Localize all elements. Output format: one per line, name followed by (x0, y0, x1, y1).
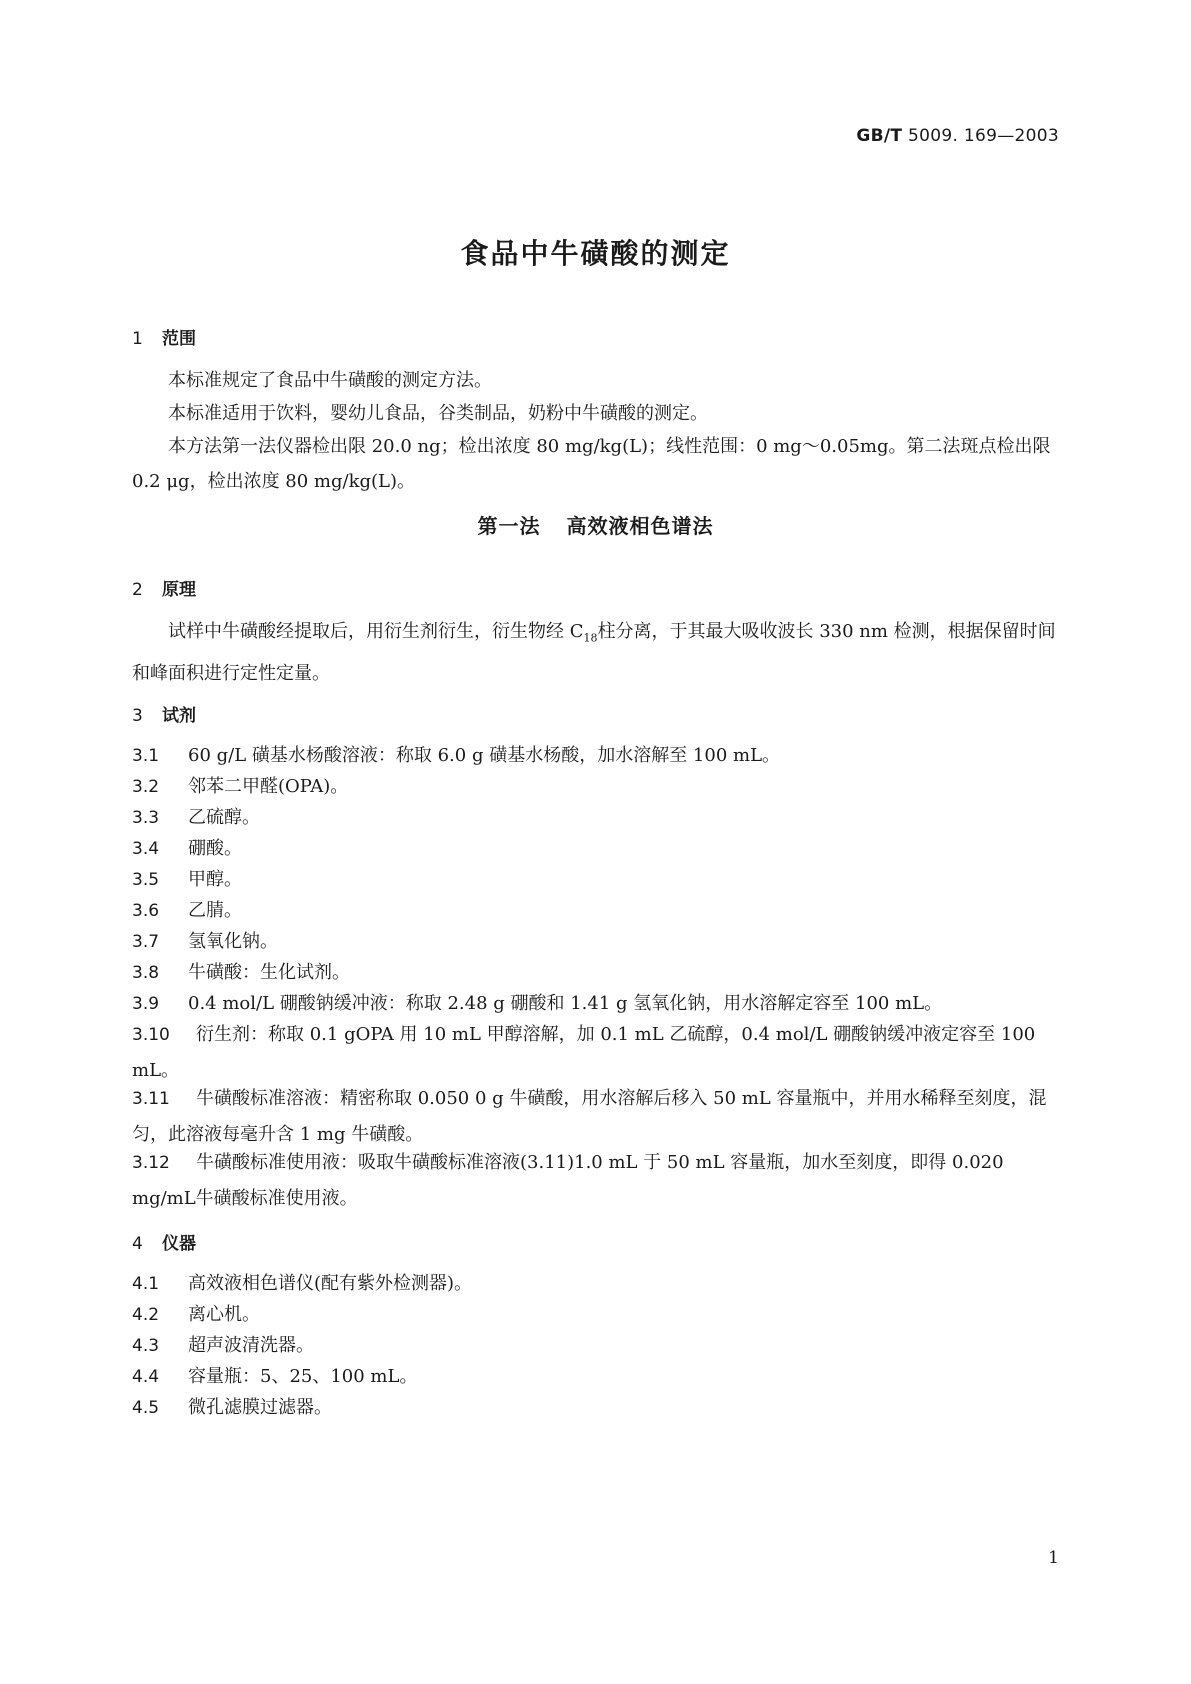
item-number: 3.9 (132, 994, 160, 1014)
item-number: 3.8 (132, 963, 160, 983)
method-name: 高效液相色谱法 (566, 514, 714, 538)
item-number: 4.3 (132, 1336, 160, 1356)
section-4-heading (132, 1229, 196, 1254)
item-number: 3.1 (132, 746, 160, 766)
standard-code (856, 126, 1059, 146)
item-number: 4.4 (132, 1367, 160, 1387)
item-number: 3.12 (132, 1153, 170, 1173)
item-number: 3.2 (132, 777, 160, 797)
reagent-item (132, 1081, 1062, 1152)
scope-paragraph-1: 本标准规定了食品中牛磺酸的测定方法。 (168, 370, 492, 391)
principle-text-1: 试样中牛磺酸经提取后，用衍生剂衍生，衍生物经 C (168, 621, 584, 642)
item-text: 0.4 mol/L 硼酸钠缓冲液：称取 2.48 g 硼酸和 1.41 g 氢氧化钠，用水溶解定容至 100 mL。 (188, 993, 943, 1014)
section-1-heading (132, 324, 196, 349)
reagent-item (132, 1017, 1062, 1088)
scope-paragraph-3: 本方法第一法仪器检出限 20.0 ng；检出浓度 80 mg/kg(L)；线性范围：0 mg～0.05mg。第二法斑点检出限 0.2 μg，检出浓度 80 mg/kg(L)。 (132, 436, 1051, 492)
principle-paragraph (132, 614, 1062, 691)
section-number: 2 (132, 580, 143, 600)
item-number: 3.10 (132, 1025, 170, 1045)
item-number: 3.5 (132, 870, 160, 890)
section-2-heading (132, 575, 196, 600)
item-text: 甲醇。 (188, 869, 242, 890)
item-text: 衍生剂：称取 0.1 gOPA 用 10 mL 甲醇溶解，加 0.1 mL 乙硫醇，0.4 mol/L 硼酸钠缓冲液定容至 100 mL。 (132, 1024, 1036, 1081)
page-number: 1 (1048, 1548, 1059, 1568)
section-title: 仪器 (162, 1234, 196, 1254)
item-text: 乙硫醇。 (188, 807, 260, 828)
standard-number: 5009. 169—2003 (902, 126, 1059, 146)
document-title: 食品中牛磺酸的测定 (460, 237, 731, 270)
item-text: 60 g/L 磺基水杨酸溶液：称取 6.0 g 磺基水杨酸，加水溶解至 100 mL。 (188, 745, 781, 766)
item-text: 氢氧化钠。 (188, 931, 278, 952)
item-text: 超声波清洗器。 (188, 1335, 314, 1356)
item-text: 牛磺酸标准溶液：精密称取 0.050 0 g 牛磺酸，用水溶解后移入 50 mL 容量瓶中，并用水稀释至刻度，混匀，此溶液每毫升含 1 mg 牛磺酸。 (132, 1088, 1047, 1145)
item-text: 邻苯二甲醛(OPA)。 (188, 776, 349, 797)
item-text: 高效液相色谱仪(配有紫外检测器)。 (188, 1273, 473, 1294)
item-text: 牛磺酸：生化试剂。 (188, 962, 350, 983)
standard-prefix: GB/T (856, 126, 903, 146)
item-text: 牛磺酸标准使用液：吸取牛磺酸标准溶液(3.11)1.0 mL 于 50 mL 容量瓶，加水至刻度，即得 0.020 mg/mL牛磺酸标准使用液。 (132, 1152, 1004, 1209)
item-text: 硼酸。 (188, 838, 242, 859)
item-text: 离心机。 (188, 1304, 260, 1325)
principle-subscript: 18 (583, 631, 598, 645)
item-text: 乙腈。 (188, 900, 242, 921)
section-title: 原理 (162, 580, 196, 600)
item-number: 3.6 (132, 901, 160, 921)
item-number: 4.2 (132, 1305, 160, 1325)
scope-paragraph-2: 本标准适用于饮料，婴幼儿食品，谷类制品，奶粉中牛磺酸的测定。 (168, 403, 708, 424)
item-number: 4.1 (132, 1274, 160, 1294)
instrument-item (132, 1390, 1062, 1426)
section-number: 4 (132, 1234, 143, 1254)
section-number: 3 (132, 706, 143, 726)
item-number: 3.7 (132, 932, 160, 952)
item-text: 容量瓶：5、25、100 mL。 (188, 1366, 418, 1387)
method-1-title (0, 510, 1191, 539)
section-3-heading (132, 701, 196, 726)
section-number: 1 (132, 329, 143, 349)
reagent-item (132, 1145, 1062, 1216)
item-number: 3.4 (132, 839, 160, 859)
method-label: 第一法 (477, 514, 541, 538)
item-number: 3.11 (132, 1089, 170, 1109)
item-number: 4.5 (132, 1398, 160, 1418)
section-title: 范围 (162, 329, 196, 349)
section-title: 试剂 (162, 706, 196, 726)
item-number: 3.3 (132, 808, 160, 828)
item-text: 微孔滤膜过滤器。 (188, 1397, 332, 1418)
principle-text-2: 柱分离，于其最大吸收波长 330 nm 检测，根据保留时间和峰面积进行定性定量。 (132, 621, 1056, 684)
